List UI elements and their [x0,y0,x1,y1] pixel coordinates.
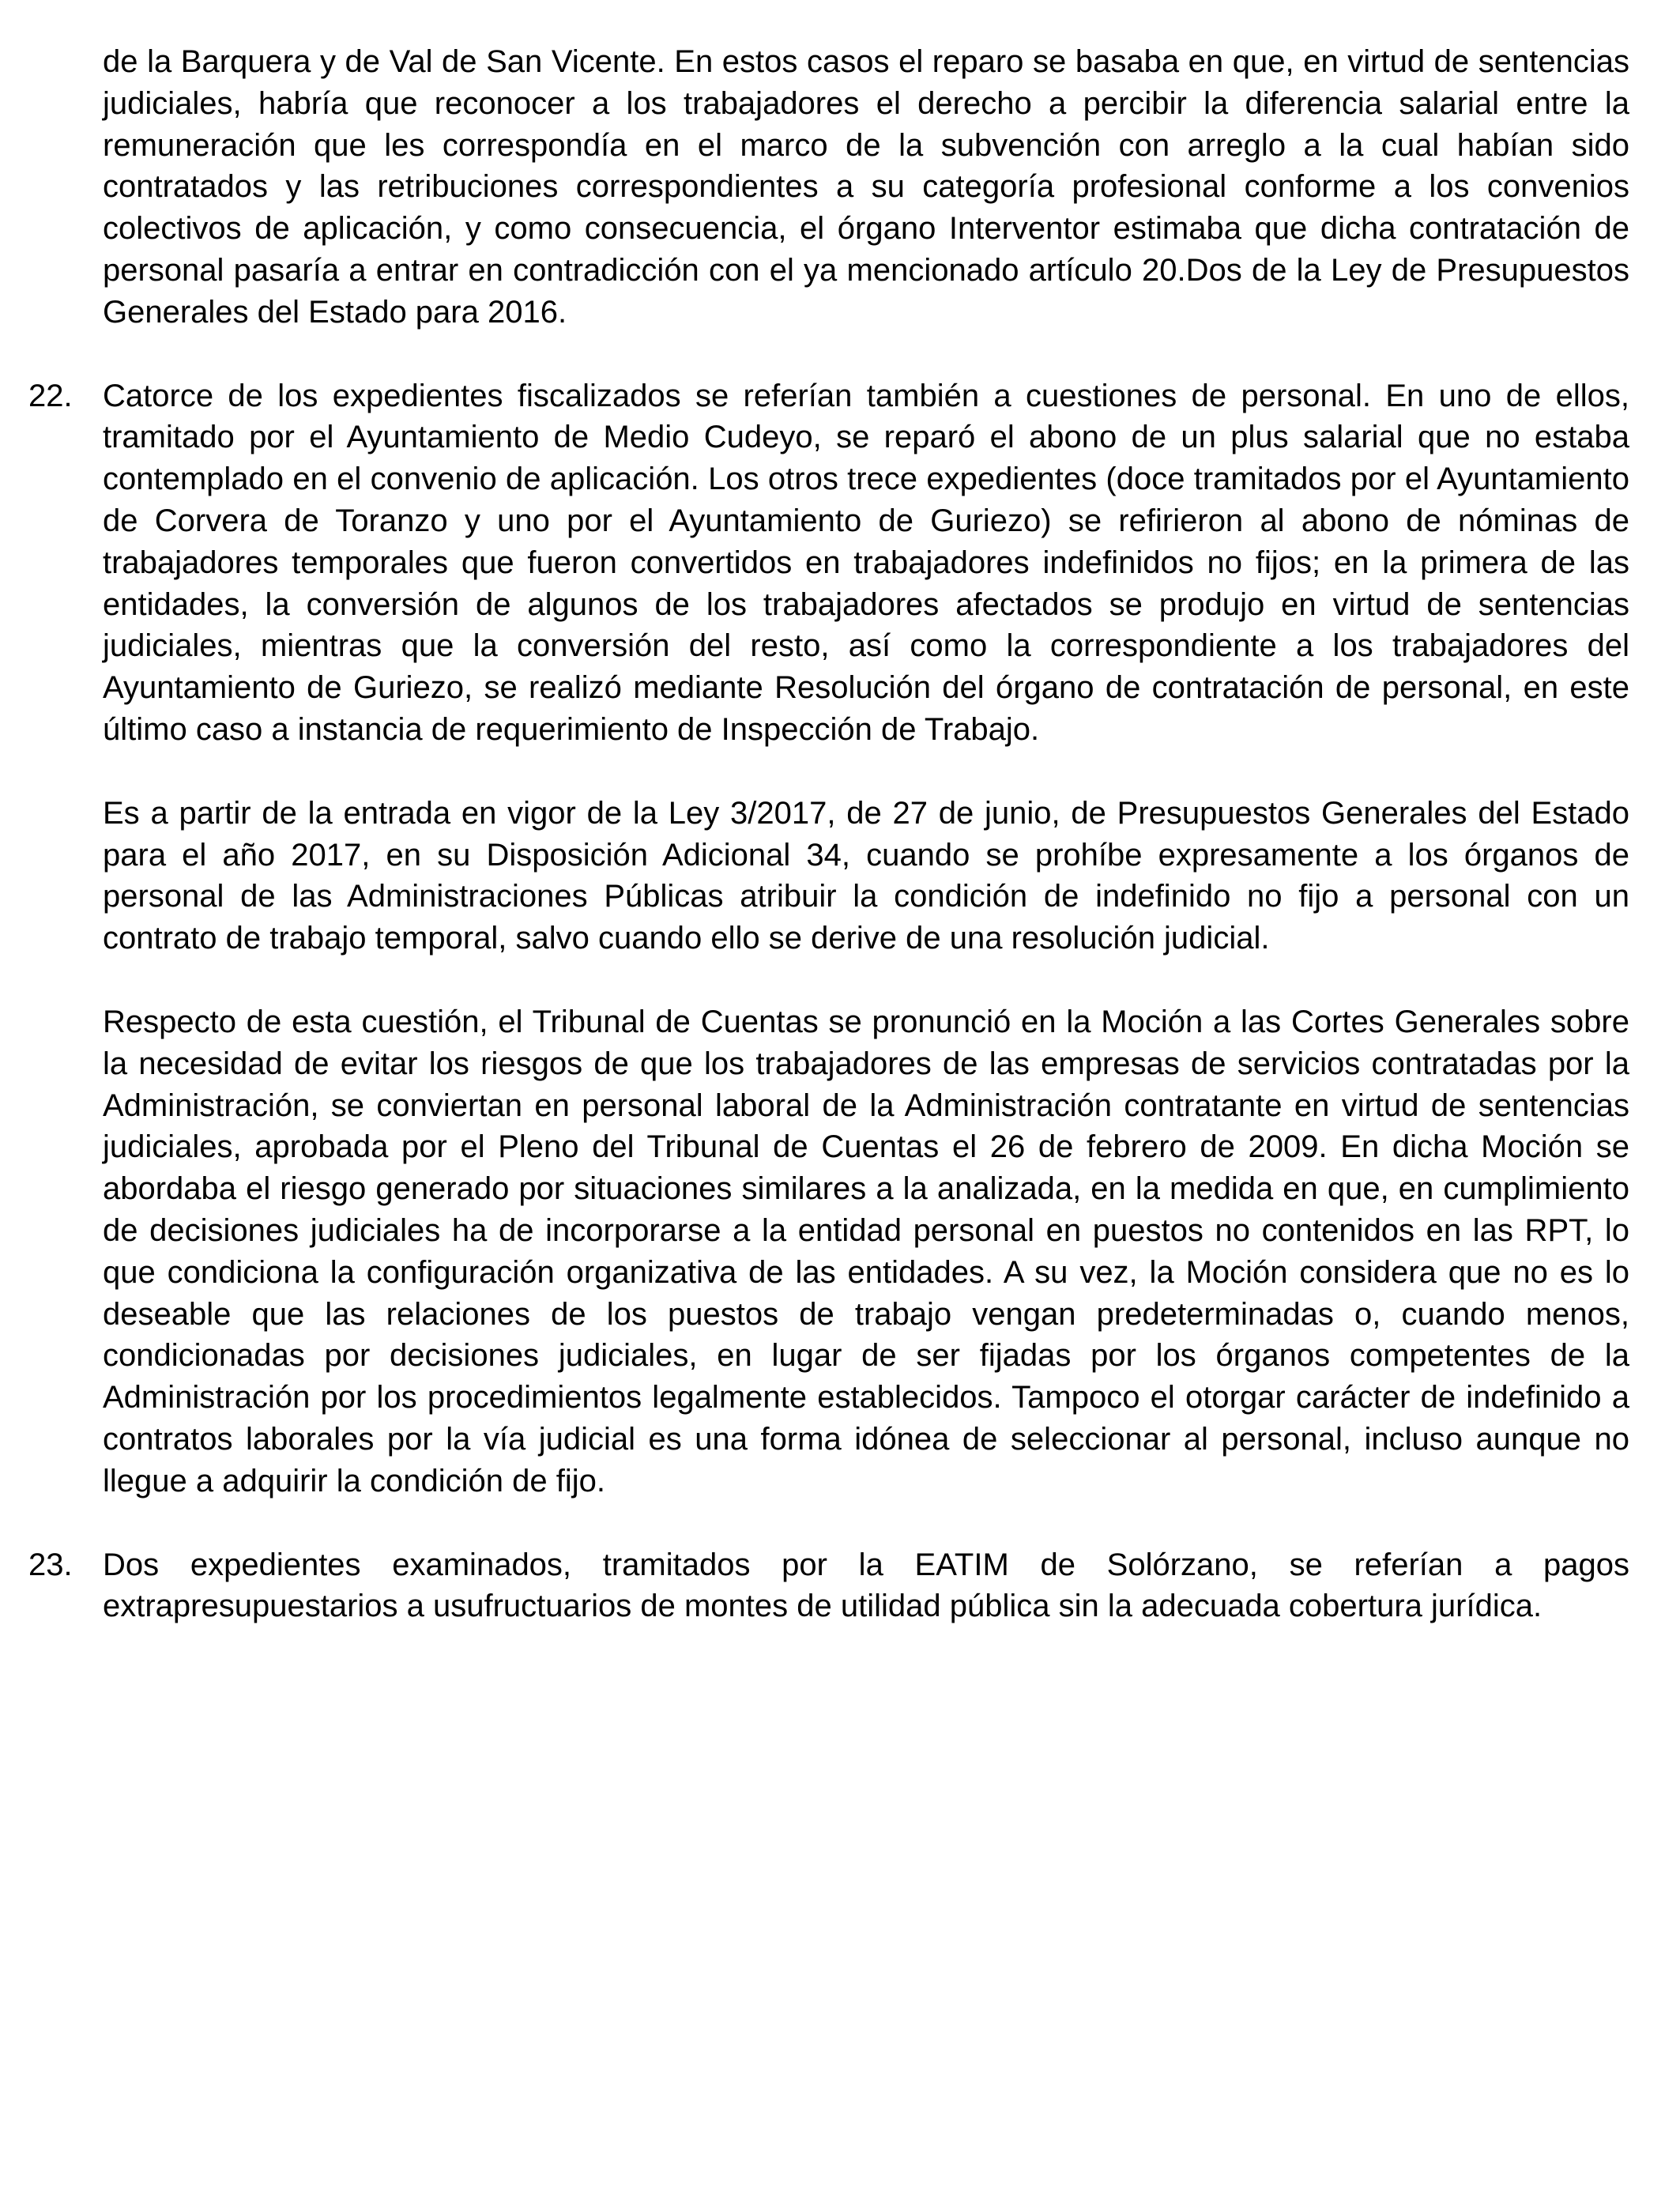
numbered-item-23 [28,1544,1629,1628]
document-body [28,41,1629,1669]
paragraph-text: Respecto de esta cuestión, el Tribunal de Cuentas se pronunció en la Moción a las Cortes Generales sobre la necesidad de evitar los riesgos de que los trabajadores de las empresas de servicios contratadas por la Administración, se conviertan en personal laboral de la Administración contratante en virtud de sentencias judiciales, aprobada por el Pleno del Tribunal de Cuentas el 26 de febrero de 2009. En dicha Moción se abordaba el riesgo generado por situaciones similares a la analizada, en la medida en que, en cumplimiento de decisiones judiciales ha de incorporarse a la entidad personal en puestos no contenidos en las RPT, lo que condiciona la configuración organizativa de las entidades. A su vez, la Moción considera que no es lo deseable que las relaciones de los puestos de trabajo vengan predeterminadas o, cuando menos, condicionadas por decisiones judiciales, en lugar de ser fijadas por los órganos competentes de la Administración por los procedimientos legalmente establecidos. Tampoco el otorgar carácter de indefinido a contratos laborales por la vía judicial es una forma idónea de seleccionar al personal, incluso aunque no llegue a adquirir la condición de fijo. [103,1004,1629,1498]
paragraph-tribunal-de-cuentas [103,1001,1629,1502]
item-number: 22. [28,378,73,413]
paragraph-text: Es a partir de la entrada en vigor de la Ley 3/2017, de 27 de junio, de Presupuestos Generales del Estado para el año 2017, en su Disposición Adicional 34, cuando se prohíbe expresamente a los órganos de personal de las Administraciones Públicas atribuir la condición de indefinido no fijo a personal con un contrato de trabajo temporal, salvo cuando ello se derive de una resolución judicial. [103,795,1629,956]
paragraph-text: Dos expedientes examinados, tramitados por la EATIM de Solórzano, se referían a pagos extrapresupuestarios a usufructuarios de montes de utilidad pública sin la adecuada cobertura jurídica. [103,1547,1629,1624]
numbered-item-22 [28,375,1629,751]
paragraph-text: de la Barquera y de Val de San Vicente. En estos casos el reparo se basaba en que, en virtud de sentencias judiciales, habría que reconocer a los trabajadores el derecho a percibir la diferencia salarial entre la remuneración que les correspondía en el marco de la subvención con arreglo a la cual habían sido contratados y las retribuciones correspondientes a su categoría profesional conforme a los convenios colectivos de aplicación, y como consecuencia, el órgano Interventor estimaba que dicha contratación de personal pasaría a entrar en contradicción con el ya mencionado artículo 20.Dos de la Ley de Presupuestos Generales del Estado para 2016. [103,44,1629,330]
paragraph-continuation [103,41,1629,334]
paragraph-text: Catorce de los expedientes fiscalizados se referían también a cuestiones de personal. En uno de ellos, tramitado por el Ayuntamiento de Medio Cudeyo, se reparó el abono de un plus salarial que no estaba contemplado en el convenio de aplicación. Los otros trece expedientes (doce tramitados por el Ayuntamiento de Corvera de Toranzo y uno por el Ayuntamiento de Guriezo) se refirieron al abono de nóminas de trabajadores temporales que fueron convertidos en trabajadores indefinidos no fijos; en la primera de las entidades, la conversión de algunos de los trabajadores afectados se produjo en virtud de sentencias judiciales, mientras que la conversión del resto, así como la correspondiente a los trabajadores del Ayuntamiento de Guriezo, se realizó mediante Resolución del órgano de contratación de personal, en este último caso a instancia de requerimiento de Inspección de Trabajo. [103,378,1629,747]
paragraph-ley-3-2017 [103,793,1629,959]
item-number: 23. [28,1547,73,1582]
